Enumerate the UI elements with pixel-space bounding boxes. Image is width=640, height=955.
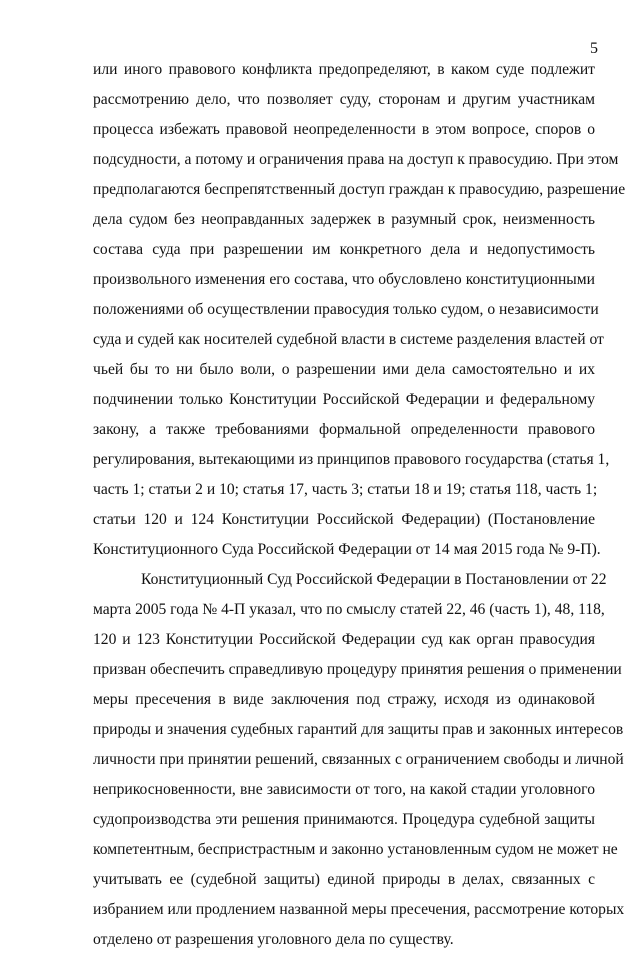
text-line: положениями об осуществлении правосудия только судом, о независимости [93, 301, 599, 318]
text-line: неприкосновенности, вне зависимости от того, на какой стадии уголовного [93, 781, 595, 798]
text-line: учитывать ее (судебной защиты) единой природы в делах, связанных с [93, 871, 595, 888]
text-line: подчинении только Конституции Российской Федерации и федеральному [93, 391, 595, 408]
text-line: Конституционного Суда Российской Федерации от 14 мая 2015 года № 9-П). [93, 541, 601, 558]
text-line: регулирования, вытекающими из принципов правового государства (статья 1, [93, 451, 610, 468]
text-line: призван обеспечить справедливую процедуру принятия решения о применении [93, 661, 622, 678]
text-line: произвольного изменения его состава, что обусловлено конституционными [93, 271, 595, 288]
text-line: природы и значения судебных гарантий для защиты прав и законных интересов [93, 721, 624, 738]
text-line: или иного правового конфликта предопределяют, в каком суде подлежит [93, 61, 595, 78]
text-line: судопроизводства эти решения принимаются. Процедура судебной защиты [93, 811, 595, 828]
text-line: закону, а также требованиями формальной определенности правового [93, 421, 595, 438]
paragraph [93, 55, 626, 565]
text-line: процесса избежать правовой неопределенности в этом вопросе, споров о [93, 121, 595, 138]
text-line: меры пресечения в виде заключения под стражу, исходя из одинаковой [93, 691, 595, 708]
text-line: суда и судей как носителей судебной власти в системе разделения властей от [93, 331, 604, 348]
text-line: рассмотрению дело, что позволяет суду, сторонам и другим участникам [93, 91, 595, 108]
text-line: избранием или продлением названной меры пресечения, рассмотрение которых [93, 901, 625, 918]
text-line: подсудности, а потому и ограничения права на доступ к правосудию. При этом [93, 151, 619, 168]
text-line: отделено от разрешения уголовного дела по существу. [93, 931, 454, 948]
page-number: 5 [590, 40, 598, 57]
text-line: чьей бы то ни было воли, о разрешении ими дела самостоятельно и их [93, 361, 595, 378]
text-line: марта 2005 года № 4-П указал, что по смыслу статей 22, 46 (часть 1), 48, 118, [93, 601, 605, 618]
text-line: Конституционный Суд Российской Федерации в Постановлении от 22 [141, 571, 607, 588]
text-line: компетентным, беспристрастным и законно установленным судом не может не [93, 841, 618, 858]
text-line: дела судом без неоправданных задержек в разумный срок, неизменность [93, 211, 595, 228]
paragraph [93, 565, 625, 955]
text-line: 120 и 123 Конституции Российской Федерации суд как орган правосудия [93, 631, 595, 648]
text-line: личности при принятии решений, связанных с ограничением свободы и личной [93, 751, 624, 768]
text-line: часть 1; статьи 2 и 10; статья 17, часть 3; статьи 18 и 19; статья 118, часть 1; [93, 481, 598, 498]
document-body [93, 55, 626, 955]
text-line: предполагаются беспрепятственный доступ граждан к правосудию, разрешение [93, 181, 626, 198]
text-line: состава суда при разрешении им конкретного дела и недопустимость [93, 241, 595, 258]
text-line: статьи 120 и 124 Конституции Российской Федерации) (Постановление [93, 511, 595, 528]
